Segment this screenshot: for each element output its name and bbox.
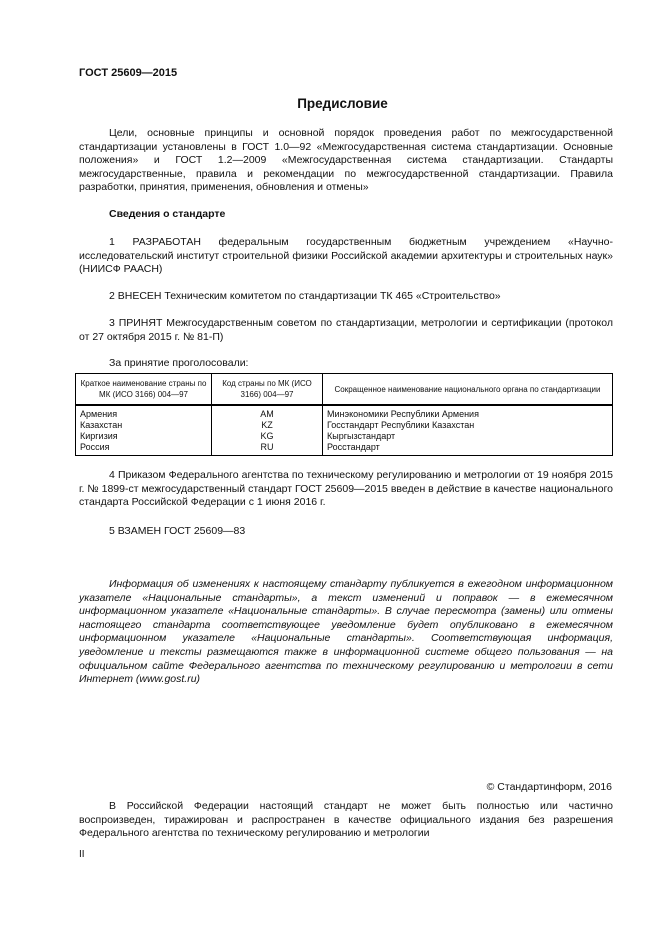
- cell-country: Киргизия: [76, 431, 212, 442]
- intro-text: Цели, основные принципы и основной порядок проведения работ по межгосударственной стандартизации установлены в ГОСТ 1.0—92 «Межгосударственная система стандартизации. Основные положения» и ГОСТ 1.2—2009 «Межгосударственная система стандартизации. Стандарты межгосударственные, правила и рекомендации по межгосударственной стандартизации. Правила разработки, принятия, применения, обновления и отмены»: [79, 127, 613, 194]
- item-text: 5 ВЗАМЕН ГОСТ 25609—83: [109, 525, 246, 537]
- item-5: [79, 525, 613, 539]
- cell-authority: Минэкономики Республики Армения: [323, 405, 613, 420]
- item-text: 3 ПРИНЯТ Межгосударственным советом по стандартизации, метрологии и сертификации (протокол от 27 октября 2015 г. № 81-П): [79, 317, 613, 343]
- voted-label: За принятие проголосовали:: [109, 357, 249, 369]
- document-code: ГОСТ 25609—2015: [79, 67, 178, 79]
- column-header-code: Код страны по МК (ИСО 3166) 004—97: [212, 374, 323, 406]
- table-row: [76, 405, 613, 420]
- section-heading: Сведения о стандарте: [109, 208, 226, 220]
- cell-country: Армения: [76, 405, 212, 420]
- item-2: [79, 290, 613, 304]
- cell-code: RU: [212, 442, 323, 456]
- reproduction-notice-text: В Российской Федерации настоящий стандарт не может быть полностью или частично воспроизведен, тиражирован и распространен в качестве официального издания без разрешения Федерального агентства по техническому регулированию и метрологии: [79, 800, 613, 840]
- cell-authority: Госстандарт Республики Казахстан: [323, 420, 613, 431]
- table-row: [76, 442, 613, 456]
- column-header-country: Краткое наименование страны по МК (ИСО 3166) 004—97: [76, 374, 212, 406]
- table-row: [76, 431, 613, 442]
- cell-authority: Кыргызстандарт: [323, 431, 613, 442]
- item-text: 4 Приказом Федерального агентства по техническому регулированию и метрологии от 19 ноября 2015 г. № 1899-ст межгосударственный стандарт ГОСТ 25609—2015 введен в действие в качестве национального стандарта Российской Федерации с 1 июня 2016 г.: [79, 469, 613, 509]
- page-title: Предисловие: [297, 96, 388, 111]
- intro-paragraph: [79, 127, 613, 195]
- item-3: [79, 317, 613, 344]
- cell-code: AM: [212, 405, 323, 420]
- table-header-row: [76, 374, 613, 406]
- item-text: 1 РАЗРАБОТАН федеральным государственным бюджетным учреждением «Научно-исследовательский институт строительной физики Российской академии архитектуры и строительных наук» (НИИСФ РААСН): [79, 236, 613, 276]
- cell-country: Казахстан: [76, 420, 212, 431]
- cell-authority: Росстандарт: [323, 442, 613, 456]
- item-text: 2 ВНЕСЕН Техническим комитетом по стандартизации ТК 465 «Строительство»: [109, 290, 501, 302]
- page-number: II: [79, 849, 85, 860]
- cell-code: KZ: [212, 420, 323, 431]
- copyright-line: © Стандартинформ, 2016: [486, 781, 612, 793]
- item-4: [79, 469, 613, 510]
- table-row: [76, 420, 613, 431]
- cell-code: KG: [212, 431, 323, 442]
- info-notice: [79, 578, 613, 687]
- info-notice-text: Информация об изменениях к настоящему стандарту публикуется в ежегодном информационном указателе «Национальные стандарты», а текст изменений и поправок — в ежемесячном информационном указателе «Национальные стандарты». В случае пересмотра (замены) или отмены настоящего стандарта соответствующее уведомление будет опубликовано в ежемесячном информационном указателе «Национальные стандарты». Соответствующая информация, уведомление и тексты размещаются также в информационной системе общего пользования — на официальном сайте Федерального агентства по техническому регулированию и метрологии в сети Интернет (www.gost.ru): [79, 578, 613, 686]
- reproduction-notice: [79, 800, 613, 841]
- column-header-authority: Сокращенное наименование национального органа по стандартизации: [323, 374, 613, 406]
- member-states-table: [75, 373, 613, 456]
- cell-country: Россия: [76, 442, 212, 456]
- item-1: [79, 236, 613, 277]
